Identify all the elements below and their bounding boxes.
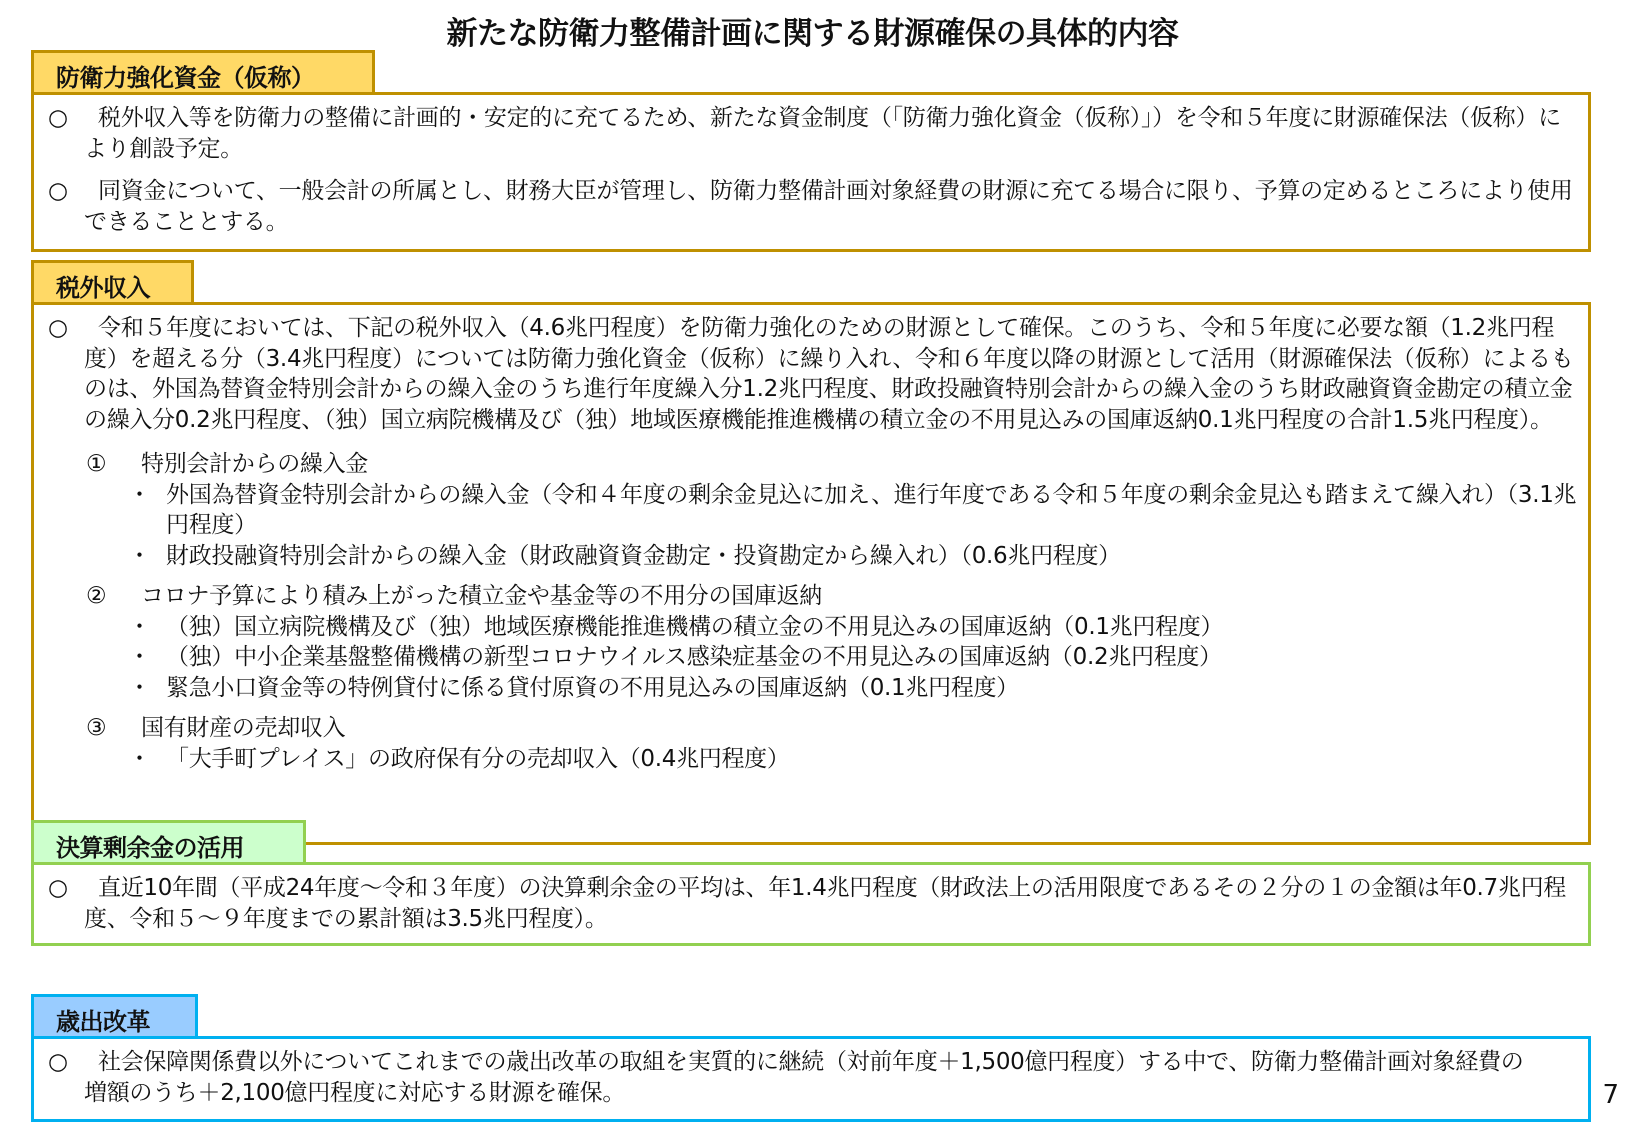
paragraph: ○ 社会保障関係費以外についてこれまでの歳出改革の取組を実質的に継続（対前年度＋1,500億円程度）する中で、防衛力整備計画対象経費の増額のうち＋2,100億円程度に対応する財源を確保。: [48, 1049, 1524, 1106]
list-item: ・ （独）国立病院機構及び（独）地域医療機能推進機構の積立金の不用見込みの国庫返納（0.1兆円程度）: [48, 612, 1578, 643]
paragraph: ○ 同資金について、一般会計の所属とし、財務大臣が管理し、防衛力整備計画対象経費の財源に充てる場合に限り、予算の定めるところにより使用できることとする。: [48, 178, 1573, 235]
item-heading: ① 特別会計からの繰入金: [48, 449, 1578, 480]
circle-bullet-icon: ○: [48, 1049, 68, 1075]
section-heading: 歳出改革: [31, 994, 198, 1036]
item-heading: ② コロナ予算により積み上がった積立金や基金等の不用分の国庫返納: [48, 581, 1578, 612]
circled-number-1: ①: [86, 451, 107, 477]
section-heading: 防衛力強化資金（仮称）: [31, 50, 375, 92]
circled-number-3: ③: [86, 715, 107, 741]
dot-bullet-icon: ・: [128, 644, 151, 670]
circle-bullet-icon: ○: [48, 315, 68, 341]
section-heading: 税外収入: [31, 260, 194, 302]
dot-bullet-icon: ・: [128, 674, 151, 701]
circle-bullet-icon: ○: [48, 178, 68, 204]
paragraph: ○ 令和５年度においては、下記の税外収入（4.6兆円程度）を防衛力強化のための財源として確保。このうち、令和５年度に必要な額（1.2兆円程度）を超える分（3.4兆円程度）については防衛力強化資金（仮称）に繰り入れ、令和６年度以降の財源として活用（財源確保法（仮称）によるものは、外国為替資金特別会計からの繰入金のうち進行年度繰入分1.2兆円程度、財政投融資特別会計からの繰入金のうち財政融資資金勘定の積立金の繰入分0.2兆円程度、（独）国立病院機構及び（独）地域医療機能推進機構の積立金の不用見込みの国庫返納0.1兆円程度の合計1.5兆円程度）。: [48, 315, 1574, 433]
list-item: ・ 外国為替資金特別会計からの繰入金（令和４年度の剰余金見込に加え、進行年度である令和５年度の剰余金見込も踏まえて繰入れ）（3.1兆円程度）: [128, 481, 1577, 538]
page-title: 新たな防衛力整備計画に関する財源確保の具体的内容: [446, 16, 1179, 52]
revenue-item-1: [48, 449, 1578, 571]
revenue-item-2: [48, 581, 1578, 703]
page-number: 7: [1602, 1080, 1619, 1110]
item-heading: ③ 国有財産の売却収入: [48, 713, 1578, 744]
circle-bullet-icon: ○: [48, 105, 68, 131]
dot-bullet-icon: ・: [128, 745, 151, 772]
paragraph: ○ 直近10年間（平成24年度～令和３年度）の決算剰余金の平均は、年1.4兆円程度（財政法上の活用限度であるその２分の１の金額は年0.7兆円程度、令和５～９年度までの累計額は3.5兆円程度）。: [48, 875, 1566, 932]
revenue-item-3: [48, 713, 1578, 774]
section-body: [31, 1036, 1591, 1122]
list-item: ・ 緊急小口資金等の特例貸付に係る貸付原資の不用見込みの国庫返納（0.1兆円程度）: [48, 673, 1578, 704]
list-item: ・ （独）中小企業基盤整備機構の新型コロナウイルス感染症基金の不用見込みの国庫返納（0.2兆円程度）: [48, 642, 1578, 673]
circle-bullet-icon: ○: [48, 875, 68, 901]
dot-bullet-icon: ・: [128, 481, 151, 508]
section-heading: 決算剰余金の活用: [31, 820, 306, 862]
section-body: [31, 862, 1591, 946]
paragraph: ○ 税外収入等を防衛力の整備に計画的・安定的に充てるため、新たな資金制度（「防衛力強化資金（仮称）」）を令和５年度に財源確保法（仮称）により創設予定。: [48, 105, 1561, 162]
dot-bullet-icon: ・: [128, 613, 151, 640]
section-body: [31, 92, 1591, 252]
list-item: ・ 「大手町プレイス」の政府保有分の売却収入（0.4兆円程度）: [48, 744, 1578, 775]
circled-number-2: ②: [86, 583, 107, 609]
section-body: [31, 302, 1591, 845]
list-item: ・ 財政投融資特別会計からの繰入金（財政融資資金勘定・投資勘定から繰入れ）（0.6兆円程度）: [48, 541, 1578, 572]
dot-bullet-icon: ・: [128, 542, 151, 569]
